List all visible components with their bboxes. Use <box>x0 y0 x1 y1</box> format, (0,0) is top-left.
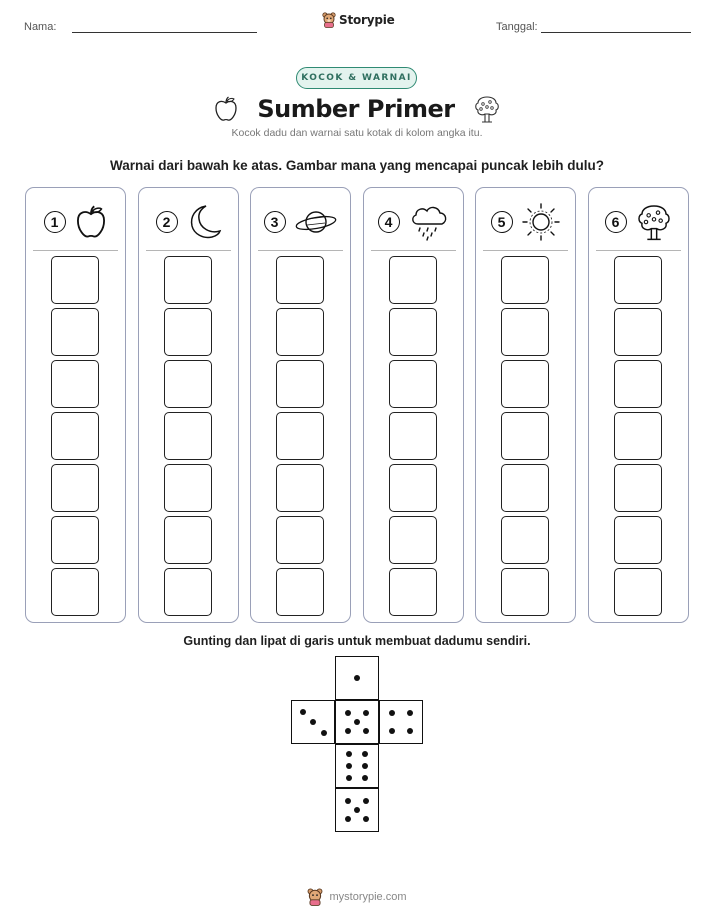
color-box[interactable] <box>389 256 437 304</box>
color-box[interactable] <box>614 412 662 460</box>
color-box[interactable] <box>164 360 212 408</box>
die-face-3[interactable] <box>291 700 335 744</box>
column-number: 5 <box>491 211 513 233</box>
die-pip <box>354 675 360 681</box>
color-box[interactable] <box>614 360 662 408</box>
die-pip <box>345 710 351 716</box>
color-box[interactable] <box>614 568 662 616</box>
brand-logo <box>322 12 395 28</box>
die-instruction: Gunting dan lipat di garis untuk membuat dadumu sendiri. <box>183 634 531 648</box>
column-2 <box>138 187 239 623</box>
color-box[interactable] <box>51 568 99 616</box>
column-number: 3 <box>264 211 286 233</box>
die-pip <box>389 710 395 716</box>
color-box[interactable] <box>501 568 549 616</box>
die-pip <box>300 709 306 715</box>
color-box[interactable] <box>164 516 212 564</box>
die-pip <box>310 719 316 725</box>
column-4 <box>363 187 464 623</box>
die-pip <box>389 728 395 734</box>
moon-icon <box>186 203 222 241</box>
color-box[interactable] <box>389 464 437 512</box>
sun-icon <box>521 202 561 242</box>
die-pip <box>363 728 369 734</box>
column-header <box>251 202 350 242</box>
die-pip <box>362 775 368 781</box>
color-box[interactable] <box>501 256 549 304</box>
column-number: 2 <box>156 211 178 233</box>
color-box[interactable] <box>164 464 212 512</box>
die-pip <box>363 816 369 822</box>
column-divider <box>146 250 231 251</box>
bear-mascot-icon <box>307 888 323 906</box>
color-box[interactable] <box>276 568 324 616</box>
page-title: Sumber Primer <box>257 95 455 123</box>
column-header <box>589 202 688 242</box>
footer-url[interactable]: mystorypie.com <box>329 891 407 903</box>
date-line[interactable] <box>541 32 691 33</box>
apple-icon <box>213 95 239 123</box>
color-box[interactable] <box>51 308 99 356</box>
die-pip <box>345 798 351 804</box>
column-divider <box>596 250 681 251</box>
activity-badge: KOCOK & WARNAI <box>296 67 417 89</box>
color-box[interactable] <box>614 464 662 512</box>
footer <box>0 888 714 906</box>
name-line[interactable] <box>72 32 257 33</box>
apple-icon <box>74 203 108 241</box>
bear-mascot-icon <box>322 12 336 28</box>
die-pip <box>345 816 351 822</box>
column-number: 1 <box>44 211 66 233</box>
color-box[interactable] <box>276 412 324 460</box>
color-box[interactable] <box>276 516 324 564</box>
die-face-1[interactable] <box>335 656 379 700</box>
column-divider <box>371 250 456 251</box>
color-box[interactable] <box>501 464 549 512</box>
die-pip <box>407 710 413 716</box>
color-box[interactable] <box>614 256 662 304</box>
column-header <box>139 202 238 242</box>
brand-name: Storypie <box>339 13 395 27</box>
color-box[interactable] <box>501 412 549 460</box>
die-pip <box>354 719 360 725</box>
name-label: Nama: <box>24 21 57 33</box>
color-box[interactable] <box>614 308 662 356</box>
tree-icon <box>473 94 501 124</box>
die-pip <box>345 728 351 734</box>
column-header <box>26 202 125 242</box>
color-box[interactable] <box>164 256 212 304</box>
column-number: 6 <box>605 211 627 233</box>
color-box[interactable] <box>501 360 549 408</box>
die-face-5[interactable] <box>335 788 379 832</box>
rain-cloud-icon <box>408 202 450 242</box>
die-face-5[interactable] <box>335 700 379 744</box>
column-header <box>364 202 463 242</box>
color-box[interactable] <box>276 464 324 512</box>
color-box[interactable] <box>389 308 437 356</box>
column-3 <box>250 187 351 623</box>
die-pip <box>363 798 369 804</box>
die-face-6[interactable] <box>335 744 379 788</box>
column-number: 4 <box>378 211 400 233</box>
color-box[interactable] <box>164 308 212 356</box>
planet-icon <box>294 205 338 239</box>
instruction-text: Warnai dari bawah ke atas. Gambar mana yang mencapai puncak lebih dulu? <box>110 158 604 173</box>
color-box[interactable] <box>276 256 324 304</box>
subtitle: Kocok dadu dan warnai satu kotak di kolom angka itu. <box>231 127 483 139</box>
color-box[interactable] <box>276 308 324 356</box>
color-box[interactable] <box>51 464 99 512</box>
color-box[interactable] <box>389 412 437 460</box>
die-pip <box>363 710 369 716</box>
color-box[interactable] <box>614 516 662 564</box>
tree-icon <box>635 202 673 242</box>
die-pip <box>346 775 352 781</box>
die-pip <box>346 763 352 769</box>
color-box[interactable] <box>51 516 99 564</box>
title-row <box>0 92 714 126</box>
die-pip <box>321 730 327 736</box>
date-label: Tanggal: <box>496 21 538 33</box>
color-box[interactable] <box>164 412 212 460</box>
die-pip <box>362 751 368 757</box>
die-pip <box>346 751 352 757</box>
die-pip <box>407 728 413 734</box>
color-box[interactable] <box>389 360 437 408</box>
color-box[interactable] <box>51 360 99 408</box>
die-pip <box>354 807 360 813</box>
column-divider <box>258 250 343 251</box>
column-6 <box>588 187 689 623</box>
column-header <box>476 202 575 242</box>
color-box[interactable] <box>389 568 437 616</box>
die-pip <box>362 763 368 769</box>
color-box[interactable] <box>501 308 549 356</box>
column-divider <box>483 250 568 251</box>
column-divider <box>33 250 118 251</box>
color-box[interactable] <box>389 516 437 564</box>
column-1 <box>25 187 126 623</box>
die-face-4[interactable] <box>379 700 423 744</box>
color-box[interactable] <box>51 256 99 304</box>
color-box[interactable] <box>51 412 99 460</box>
color-box[interactable] <box>501 516 549 564</box>
color-box[interactable] <box>276 360 324 408</box>
column-5 <box>475 187 576 623</box>
color-box[interactable] <box>164 568 212 616</box>
